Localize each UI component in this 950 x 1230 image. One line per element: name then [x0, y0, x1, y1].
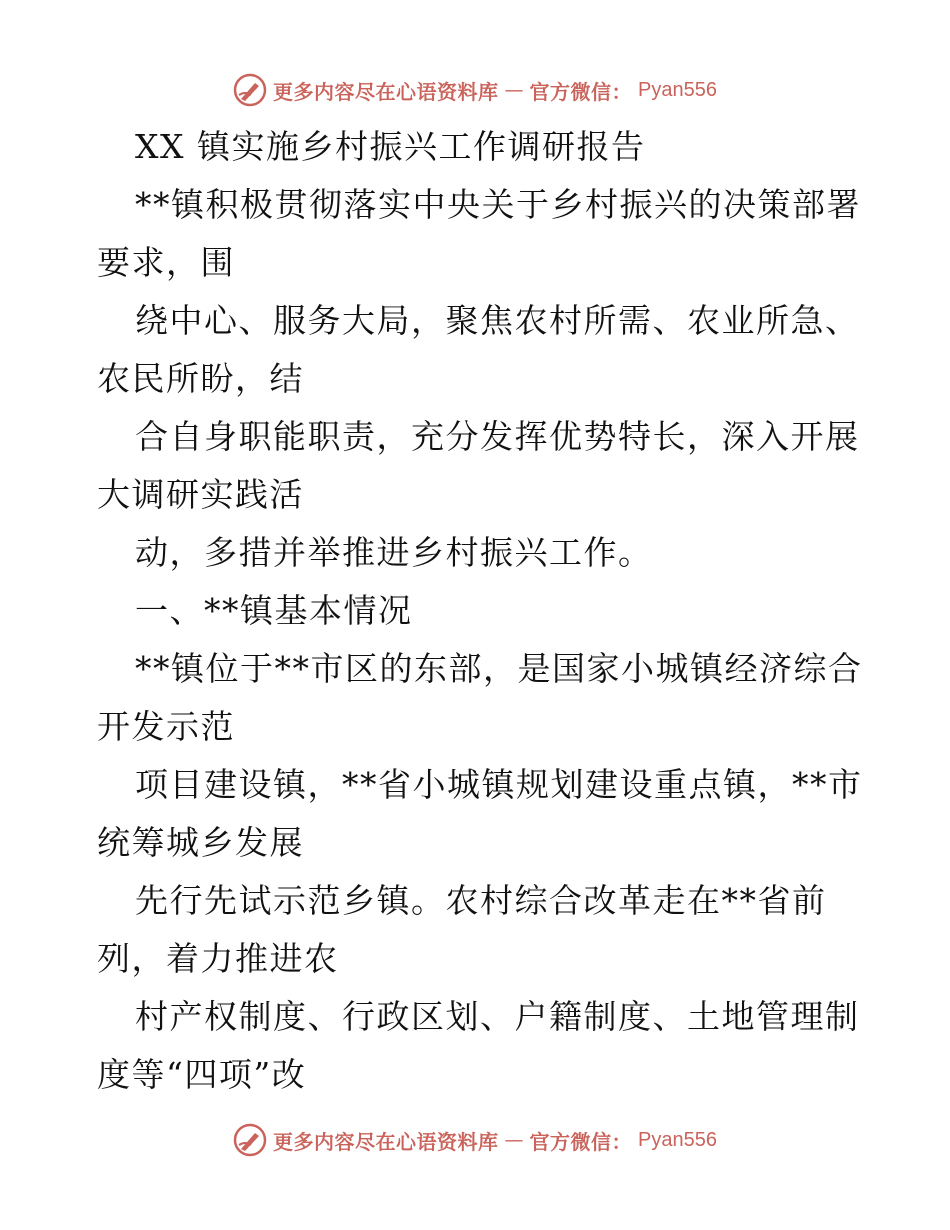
paragraph-line: 农民所盼，结 — [97, 359, 304, 398]
watermark-suffix: 官方微信： — [529, 79, 633, 104]
pen-logo-icon — [233, 1123, 267, 1157]
paragraph-line: 列，着力推进农 — [97, 939, 339, 978]
paragraph-line: 项目建设镇，**省小城镇规划建设重点镇，**市 — [135, 765, 863, 804]
pen-logo-icon — [233, 73, 267, 107]
paragraph-line: 开发示范 — [97, 707, 235, 746]
footer-watermark — [0, 1120, 950, 1160]
watermark-text: 更多内容尽在心语资料库 — [273, 1129, 499, 1154]
paragraph-line: 绕中心、服务大局，聚焦农村所需、农业所急、 — [135, 301, 860, 340]
watermark-separator: — — [504, 79, 524, 101]
watermark-suffix: 官方微信： — [529, 1129, 633, 1154]
watermark-wechat-id: Pyan556 — [638, 1128, 717, 1151]
header-watermark — [0, 70, 950, 110]
paragraph-line: **镇积极贯彻落实中央关于乡村振兴的决策部署 — [135, 185, 861, 224]
document-body — [97, 118, 863, 1104]
paragraph-line: 统筹城乡发展 — [97, 823, 304, 862]
paragraph-line: **镇位于**市区的东部，是国家小城镇经济综合 — [135, 649, 863, 688]
paragraph-line: 先行先试示范乡镇。农村综合改革走在**省前 — [135, 881, 827, 920]
section-heading: 一、**镇基本情况 — [135, 591, 413, 630]
paragraph-line: 要求，围 — [97, 243, 235, 282]
paragraph-line: 合自身职能职责，充分发挥优势特长，深入开展 — [135, 417, 860, 456]
watermark-separator: — — [504, 1129, 524, 1151]
watermark-text: 更多内容尽在心语资料库 — [273, 79, 499, 104]
paragraph-line: 动，多措并举推进乡村振兴工作。 — [135, 533, 653, 572]
paragraph-line: 大调研实践活 — [97, 475, 304, 514]
paragraph-line: 村产权制度、行政区划、户籍制度、土地管理制 — [135, 997, 860, 1036]
paragraph-line: 度等“四项”改 — [97, 1055, 307, 1094]
document-title: XX 镇实施乡村振兴工作调研报告 — [135, 127, 646, 166]
watermark-wechat-id: Pyan556 — [638, 78, 717, 101]
